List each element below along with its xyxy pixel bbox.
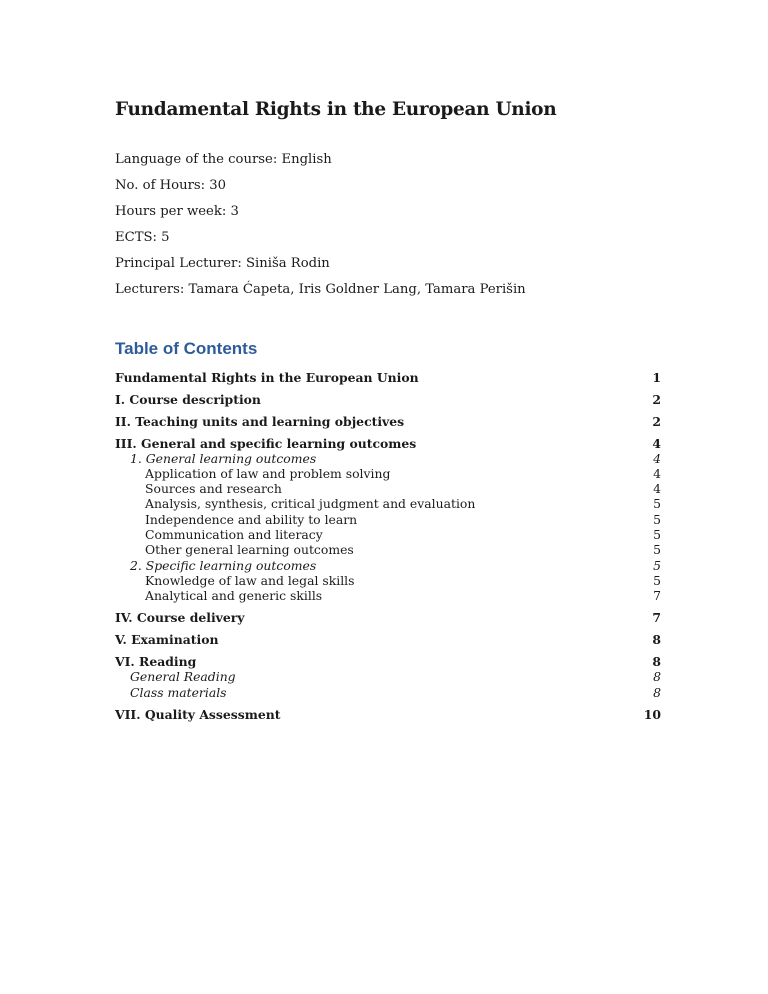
toc-entry[interactable] bbox=[115, 466, 661, 481]
toc-entry[interactable] bbox=[115, 654, 661, 669]
course-hours-per-week: Hours per week: 3 bbox=[115, 204, 239, 219]
toc-entry-page: 5 bbox=[653, 572, 661, 588]
toc-entry[interactable] bbox=[115, 588, 661, 603]
course-info bbox=[115, 150, 526, 306]
toc-entry-label: Application of law and problem solving bbox=[145, 465, 391, 481]
toc-entry[interactable] bbox=[115, 632, 661, 647]
toc-entry-page: 4 bbox=[653, 450, 661, 466]
toc-entry-label: Independence and ability to learn bbox=[145, 511, 358, 527]
toc-entry-page: 7 bbox=[653, 588, 661, 604]
toc-entry[interactable] bbox=[115, 451, 661, 466]
toc-entry-page: 4 bbox=[652, 435, 661, 451]
toc-entry-label: I. Course description bbox=[115, 391, 261, 407]
principal-lecturer: Principal Lecturer: Siniša Rodin bbox=[115, 256, 330, 271]
toc-entry-label: V. Examination bbox=[115, 632, 219, 648]
toc-entry[interactable] bbox=[115, 669, 661, 684]
toc-entry-page: 4 bbox=[653, 481, 661, 497]
toc-entry-label: 2. Specific learning outcomes bbox=[130, 557, 317, 573]
toc-entry[interactable] bbox=[115, 392, 661, 407]
toc-entry[interactable] bbox=[115, 542, 661, 557]
toc-entry[interactable] bbox=[115, 370, 661, 385]
toc-entry[interactable] bbox=[115, 414, 661, 429]
toc-entry-label: Sources and research bbox=[145, 481, 282, 497]
toc-entry[interactable] bbox=[115, 481, 661, 496]
toc-entry-label: VI. Reading bbox=[115, 654, 197, 670]
toc-entry[interactable] bbox=[115, 685, 661, 700]
course-language: Language of the course: English bbox=[115, 152, 332, 167]
toc-entry-page: 8 bbox=[652, 632, 661, 648]
toc-entry-label: Knowledge of law and legal skills bbox=[145, 572, 355, 588]
toc-entry-label: Communication and literacy bbox=[145, 526, 323, 542]
toc-entry-page: 5 bbox=[653, 542, 661, 558]
toc-entry-page: 4 bbox=[653, 465, 661, 481]
toc-entry-page: 5 bbox=[653, 511, 661, 527]
toc-entry-label: Analytical and generic skills bbox=[145, 588, 323, 604]
course-hours: No. of Hours: 30 bbox=[115, 178, 227, 193]
toc-entry-label: II. Teaching units and learning objectives bbox=[115, 413, 405, 429]
toc-entry-page: 5 bbox=[653, 526, 661, 542]
toc-entry-label: IV. Course delivery bbox=[115, 610, 245, 626]
toc-entry-page: 10 bbox=[643, 707, 661, 723]
table-of-contents bbox=[115, 370, 661, 723]
toc-heading: Table of Contents bbox=[115, 339, 258, 358]
toc-entry-label: Analysis, synthesis, critical judgment and evaluation bbox=[145, 496, 476, 512]
toc-entry-page: 5 bbox=[653, 496, 661, 512]
toc-entry[interactable] bbox=[115, 436, 661, 451]
toc-entry-page: 8 bbox=[652, 654, 661, 670]
toc-entry-page: 2 bbox=[652, 391, 661, 407]
toc-entry-label: 1. General learning outcomes bbox=[130, 450, 317, 466]
toc-entry-page: 8 bbox=[653, 684, 661, 700]
course-ects: ECTS: 5 bbox=[115, 230, 170, 245]
toc-entry[interactable] bbox=[115, 512, 661, 527]
toc-entry[interactable] bbox=[115, 573, 661, 588]
toc-entry-page: 7 bbox=[652, 610, 661, 626]
toc-entry-page: 1 bbox=[652, 369, 661, 385]
toc-entry-label: Other general learning outcomes bbox=[145, 542, 354, 558]
toc-entry-label: Fundamental Rights in the European Union bbox=[115, 369, 419, 385]
toc-entry-label: III. General and specific learning outcomes bbox=[115, 435, 417, 451]
toc-entry-page: 5 bbox=[653, 557, 661, 573]
toc-entry-page: 2 bbox=[652, 413, 661, 429]
toc-entry[interactable] bbox=[115, 610, 661, 625]
toc-entry[interactable] bbox=[115, 707, 661, 722]
document-title: Fundamental Rights in the European Union bbox=[115, 99, 557, 120]
toc-entry-label: General Reading bbox=[130, 669, 236, 685]
toc-entry[interactable] bbox=[115, 558, 661, 573]
toc-entry-label: VII. Quality Assessment bbox=[115, 707, 281, 723]
toc-entry-page: 8 bbox=[653, 669, 661, 685]
toc-entry-label: Class materials bbox=[130, 684, 227, 700]
toc-entry[interactable] bbox=[115, 496, 661, 511]
lecturers: Lecturers: Tamara Ćapeta, Iris Goldner Lang, Tamara Perišin bbox=[115, 282, 526, 297]
toc-entry[interactable] bbox=[115, 527, 661, 542]
